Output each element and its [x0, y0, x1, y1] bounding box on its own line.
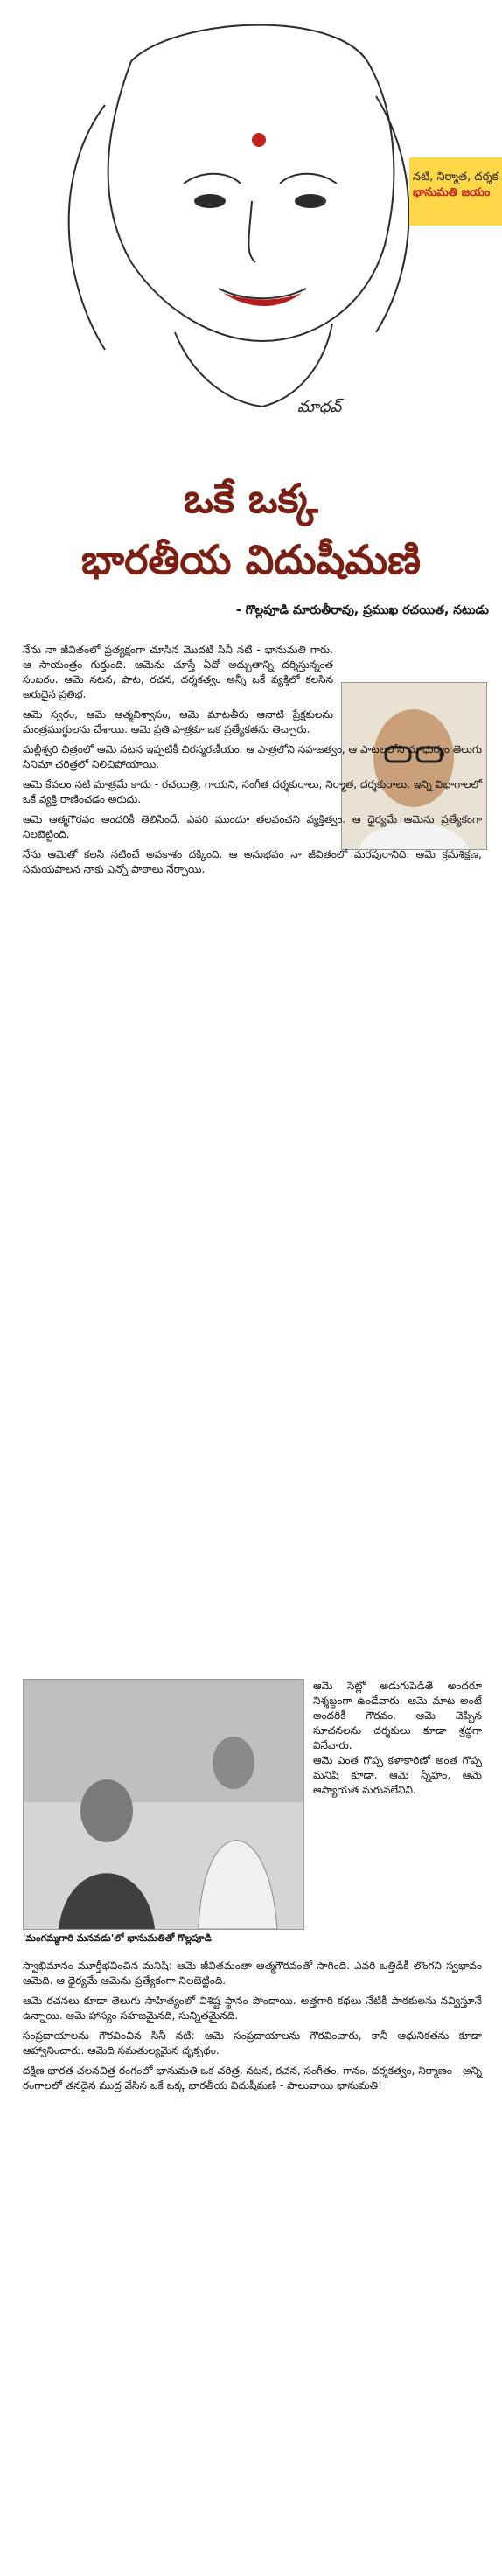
film-still-image: [24, 1680, 303, 1929]
paragraph: ఆమె కేవలం నటి మాత్రమే కాదు - రచయిత్రి, గాయని, సంగీత దర్శకురాలు, నిర్మాత, దర్శకురాలు. ఇన్ని విభాగాలలో ఒకే వ్యక్తి రాణించడం అరుదు.: [23, 778, 482, 805]
article-body-continued: [23, 1959, 482, 2099]
article-body: [23, 643, 482, 882]
paragraph: నేను నా జీవితంలో ప్రత్యక్షంగా చూసిన మొదటి సినీ నటి - భానుమతి గారు. ఆ సాయంత్రం గుర్తుంది. ఆమెను చూస్తే ఏదో అద్భుతాన్ని దర్శిస్తున్నంత సంబరం. ఆమె నటన, పాట, రచన, దర్శకత్వం అన్నీ ఒకే వ్యక్తిలో కలసిన అరుదైన ప్రతిభ.: [23, 644, 333, 700]
paragraph: దక్షిణ భారత చలనచిత్ర రంగంలో భానుమతి ఒక చరిత్ర. నటన, రచన, సంగీతం, గానం, దర్శకత్వం, నిర్మాణం - అన్ని రంగాలలో తనదైన ముద్ర వేసిన ఒకే ఒక్క భారతీయ విదుషీమణి - పాలువాయి భానుమతి!: [23, 2064, 482, 2092]
title-line2: భారతీయ విదుషీమణి: [80, 536, 422, 583]
hero-tagline: [413, 170, 500, 201]
paragraph: ఆమె ఎంత గొప్ప కళాకారిణో అంత గొప్ప మనిషి కూడా. ఆమె స్నేహం, ఆమె ఆప్యాయత మరువలేనివి.: [313, 1754, 482, 1796]
paragraph: ఆమె ఆత్మగౌరవం అందరికీ తెలిసిందే. ఎవరి ముందూ తలవంచని వ్యక్తిత్వం. ఆ ధైర్యమే ఆమెను ప్రత్యేకంగా నిలబెట్టింది.: [23, 813, 482, 840]
film-still-photo: [23, 1679, 304, 1930]
paragraph: ఆమె సెట్లో అడుగుపెడితే అందరూ నిశ్శబ్దంగా ఉండేవారు. ఆమె మాట అంటే అందరికీ గౌరవం. ఆమె చెప్పిన సూచనలను దర్శకులు కూడా శ్రద్ధగా వినేవారు.: [313, 1680, 482, 1751]
title-line1: ఒకే ఒక్క: [184, 475, 318, 522]
paragraph: మల్లీశ్వరి చిత్రంలో ఆమె నటన ఇప్పటికీ చిరస్మరణీయం. ఆ పాత్రలోని సహజత్వం, ఆ పాటలలోని మాధుర్యం తెలుగు సినిమా చరిత్రలో నిలిచిపోయాయి.: [23, 743, 482, 770]
paragraph: ఆమె రచనలు కూడా తెలుగు సాహిత్యంలో విశిష్ట స్థానం పొందాయి. అత్తగారి కథలు నేటికీ పాఠకులను నవ్విస్తూనే ఉన్నాయి. ఆమె హాస్యం సహజమైనది, సున్నితమైనది.: [23, 1995, 482, 2022]
paragraph: స్వాభిమానం మూర్తీభవించిన మనిషి: ఆమె జీవితమంతా ఆత్మగౌరవంతో సాగింది. ఎవరి ఒత్తిడికీ లొంగని స్వభావం ఆమెది. ఆ ధైర్యమే ఆమెను ప్రత్యేకంగా నిలబెట్టింది.: [23, 1960, 482, 1987]
photo-caption: 'మంగమ్మగారి మనవడు'లో భానుమతితో గొల్లపూడి: [23, 1932, 212, 1944]
side-column: [313, 1679, 482, 1798]
byline: - గొల్లపూడి మారుతీరావు, ప్రముఖ రచయిత, నటుడు: [236, 603, 489, 617]
paragraph: ఆమె స్వరం, ఆమె ఆత్మవిశ్వాసం, ఆమె మాటతీరు ఆనాటి ప్రేక్షకులను మంత్రముగ్ధులను చేశాయి. ఆమె ప్రతి పాత్రకూ ఒక ప్రత్యేకతను తెచ్చారు.: [23, 708, 333, 735]
artist-signature: మాధవ్: [297, 398, 342, 416]
paragraph: సంప్రదాయాలను గౌరవించిన సినీ నటి: ఆమె సంప్రదాయాలను గౌరవించారు, కానీ ఆధునికతను కూడా ఆహ్వానించారు. ఆమెది సమతుల్యమైన దృక్పథం.: [23, 2029, 482, 2057]
tagline-line2: భానుమతి జయం: [413, 186, 491, 199]
portrait-sketch: [0, 0, 502, 455]
tagline-line1: నటి, నిర్మాత, దర్శక: [413, 171, 499, 184]
sketch-illustration: [0, 0, 502, 455]
paragraph: నేను ఆమెతో కలసి నటించే అవకాశం దక్కింది. ఆ అనుభవం నా జీవితంలో మరపురానిది. ఆమె క్రమశిక్షణ, సమయపాలన నాకు ఎన్నో పాఠాలు నేర్పాయి.: [23, 848, 482, 875]
